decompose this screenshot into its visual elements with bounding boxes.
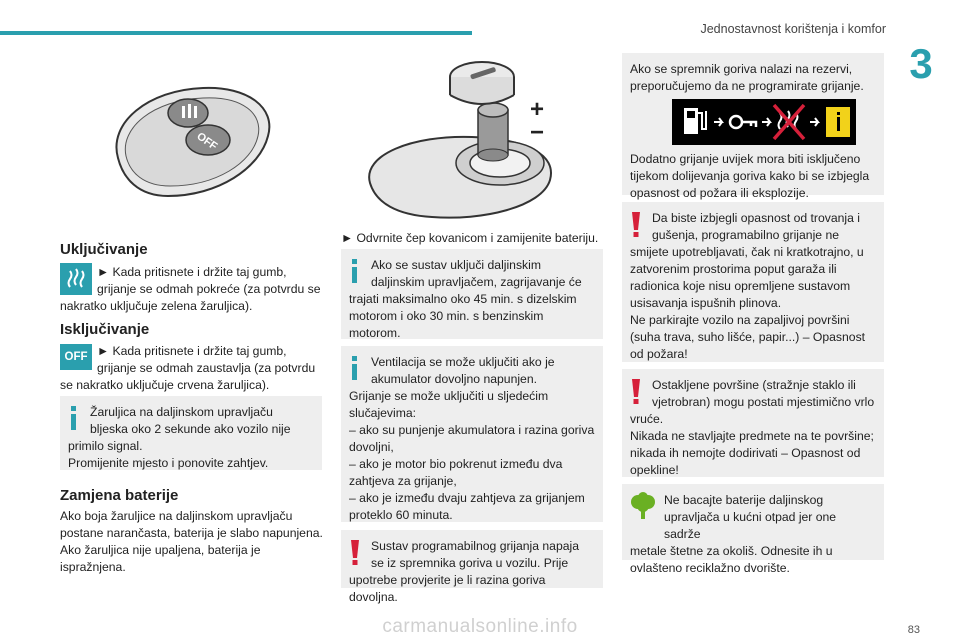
info-icon [349, 259, 361, 283]
warning-icon [630, 212, 642, 238]
switch-on-text: grijanje se odmah pokreće (za potvrdu se nakratko uključuje zelena žaruljica). [60, 282, 321, 313]
warning-poisoning-line2: gušenja, programabilno grijanje ne [652, 228, 839, 242]
warning-fire-text: Ne parkirajte vozilo na zapaljivoj površini (suha trava, suho lišće, papir...) – Opasnost od požara! [630, 313, 866, 361]
warning-poisoning-text: smijete upotrebljavati, čak ni kratkotrajno, u zatvorenim prostorima poput garaža ili radionica koje nisu opremljene sustavom usisavanja ispušnih plinova. [630, 245, 864, 310]
heading-battery-replacement: Zamjena baterije [60, 487, 179, 504]
warning-fuel-line1: Sustav programabilnog grijanja napaja [371, 539, 579, 553]
info-ventilation-bullet3: – ako je između dvaju zahtjeva za grijanjem proteklo 60 minuta. [349, 491, 585, 522]
battery-plus-sign: + [529, 96, 545, 123]
watermark: carmanualsonline.info [382, 616, 578, 637]
heading-switch-off: Isključivanje [60, 321, 150, 338]
info-box-reserve [622, 53, 884, 200]
warning-box-fuel [341, 530, 603, 604]
warning-icon [630, 379, 642, 405]
off-button-icon: OFF [60, 344, 92, 370]
warning-glass-line1: Ostakljene površine (stražnje staklo ili [652, 378, 856, 392]
header-accent-bar [0, 31, 472, 35]
info-duration-line2: daljinskim upravljačem, zagrijavanje će [371, 275, 582, 289]
section-title: Jednostavnost korištenja i komfor [700, 22, 886, 36]
eco-text: metale štetne za okoliš. Odnesite ih u ovlašteno reciklažno dvorište. [630, 544, 833, 575]
info-ventilation-bullet2: – ako je motor bio pokrenut između dva zahtjeva za grijanje, [349, 457, 563, 488]
switch-off-text: se nakratko uključuje crvena žaruljica). [60, 378, 270, 392]
info-box-duration [341, 249, 603, 339]
warning-box-glass [622, 369, 884, 477]
warning-fuel-text: upotrebe provjerite je li razina goriva dovoljna. [349, 573, 546, 604]
info-signal-line2: bljeska oko 2 sekunde ako vozilo nije [90, 422, 291, 436]
warning-poisoning-line1: Da biste izbjegli opasnost od trovanja i [652, 211, 860, 225]
switch-off-line2: grijanje se odmah zaustavlja (za potvrdu [97, 361, 316, 375]
warning-fuel-line2: se iz spremnika goriva u vozilu. Prije [371, 556, 569, 570]
eco-line1: Ne bacajte baterije daljinskog [664, 493, 824, 507]
warning-icon [349, 540, 361, 566]
eco-tree-icon [630, 492, 656, 520]
chapter-number: 3 [909, 40, 933, 87]
info-ventilation-line1: Ventilacija se može uključiti ako je [371, 355, 555, 369]
info-box-signal [60, 396, 322, 470]
info-signal-line4: Promijenite mjesto i ponovite zahtjev. [68, 456, 269, 470]
info-box-ventilation [341, 346, 603, 522]
manual-info-icon [826, 107, 850, 137]
eco-box-battery-disposal [622, 484, 884, 575]
battery-minus-sign: − [529, 119, 545, 146]
refuel-warning-symbols [672, 99, 856, 145]
warning-glass-line2: vjetrobran) mogu postati mjestimično vrlo [652, 395, 875, 409]
page-number: 83 [907, 624, 920, 636]
battery-text: Ako boja žaruljice na daljinskom upravljaču postane narančasta, baterija je slabo napunjena. Ako žaruljica nije upaljena, baterija je ispražnjena. [60, 509, 323, 574]
switch-on-line1: ► Kada pritisnete i držite taj gumb, [97, 265, 287, 279]
info-duration-line1: Ako se sustav uključi daljinskim [371, 258, 542, 272]
warning-box-poisoning [622, 202, 884, 362]
info-icon [349, 356, 361, 380]
info-icon [68, 406, 80, 430]
replace-battery-step: ► Odvrnite čep kovanicom i zamijenite bateriju. [341, 231, 599, 245]
refuel-text: Dodatno grijanje uvijek mora biti isključeno tijekom dolijevanja goriva kako bi se izbjegla opasnost od požara ili eksplozije. [630, 152, 870, 200]
warning-glass-text: vruće. [630, 412, 664, 426]
remote-off-label: OFF [194, 130, 220, 153]
info-ventilation-text: Grijanje se može uključiti u sljedećim slučajevima: [349, 389, 549, 420]
info-ventilation-bullet1: – ako su punjenje akumulatora i razina goriva dovoljni, [349, 423, 595, 454]
heading-switch-on: Uključivanje [60, 241, 148, 258]
switch-off-line1: ► Kada pritisnete i držite taj gumb, [97, 344, 287, 358]
info-signal-line1: Žaruljica na daljinskom upravljaču [90, 405, 273, 419]
reserve-text: Ako se spremnik goriva nalazi na rezervi, preporučujemo da ne programirate grijanje. [630, 62, 864, 93]
info-ventilation-line2: akumulator dovoljno napunjen. [371, 372, 538, 386]
info-signal-line3: primilo signal. [68, 439, 143, 453]
info-duration-text: trajati maksimalno oko 45 min. s dizelskim motorom i oko 30 min. s benzinskim motorom. [349, 292, 577, 340]
eco-line2: upravljača u kućni otpad jer one sadrže [664, 510, 837, 541]
remote-control-illustration [108, 78, 278, 203]
battery-cap-illustration [362, 55, 562, 225]
warning-burn-text: Nikada ne stavljajte predmete na te površine; nikada ih nemojte dodirivati – Opasnost od opekline! [630, 429, 874, 477]
